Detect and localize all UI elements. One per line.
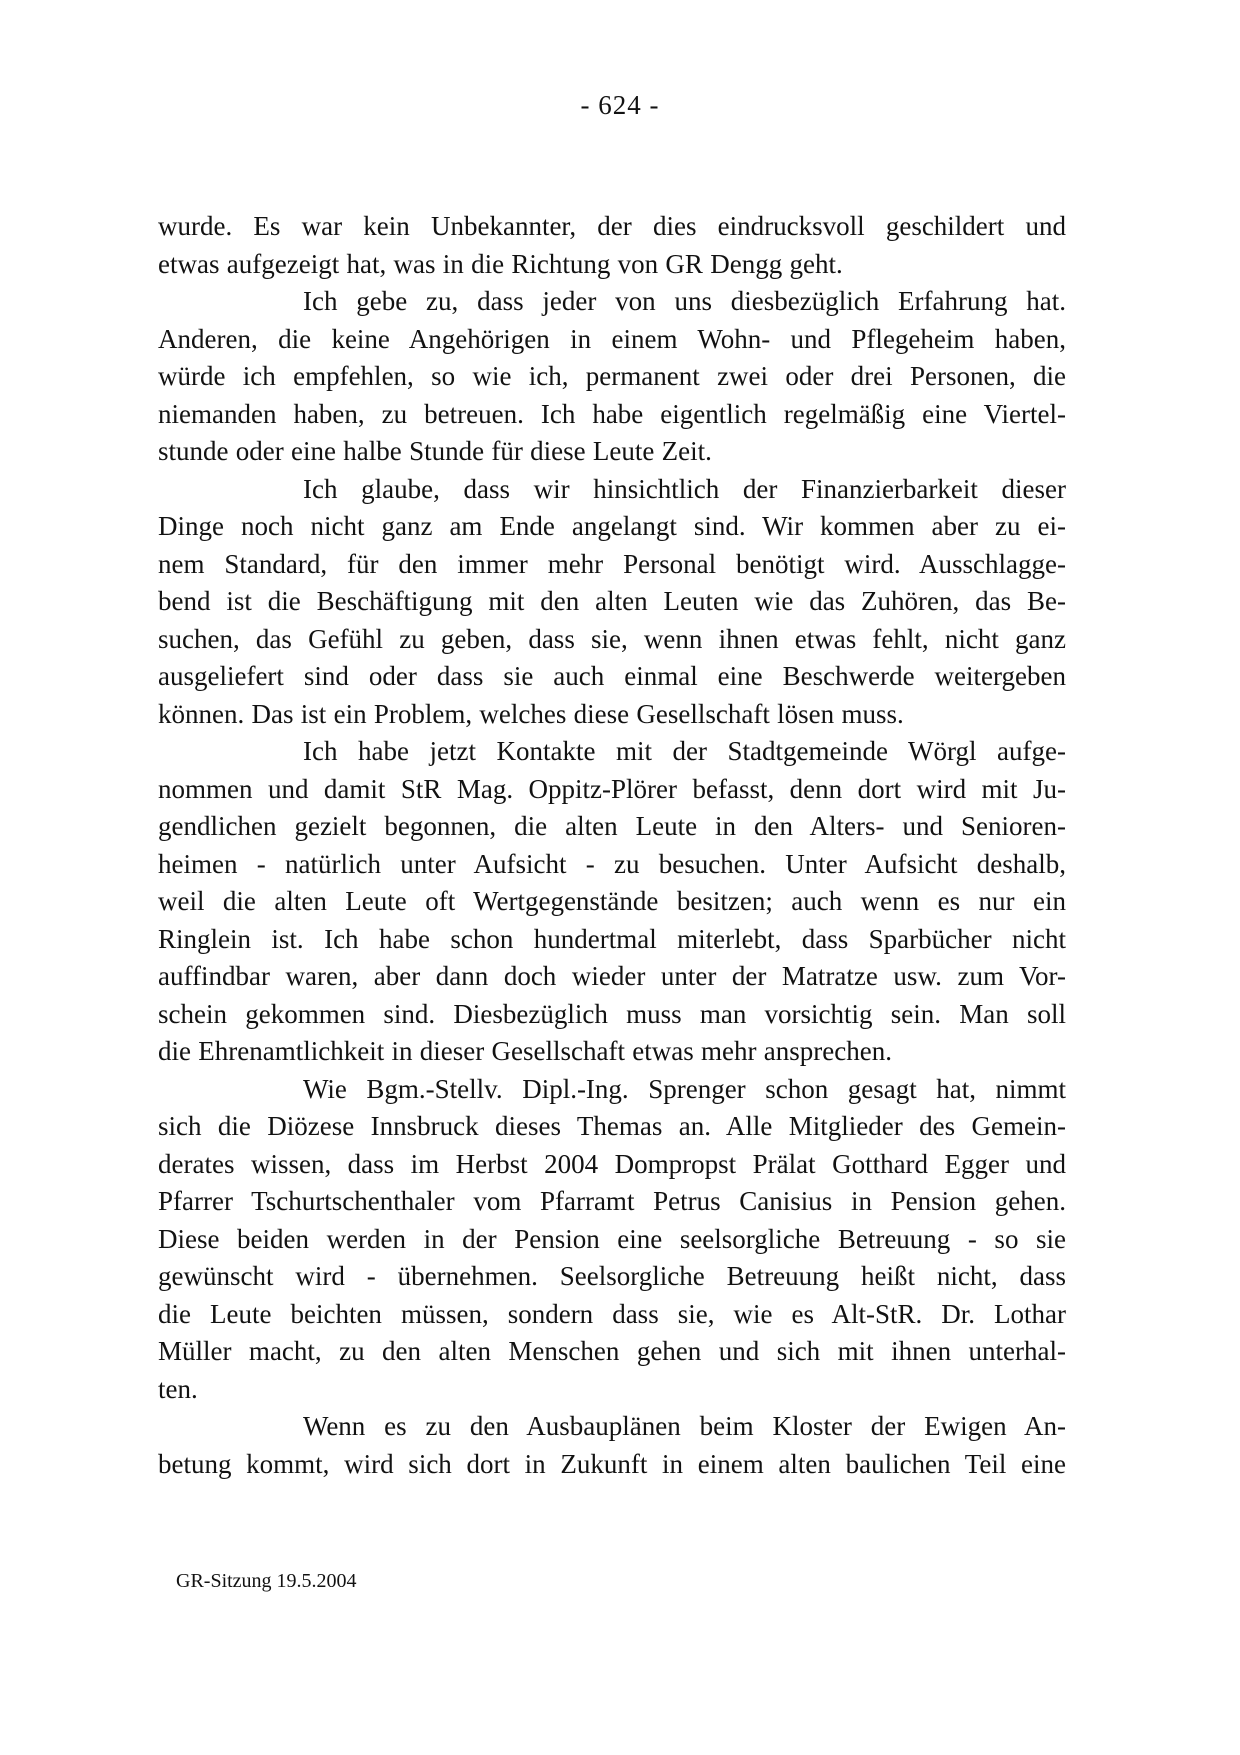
text-line: niemanden haben, zu betreuen. Ich habe eigentlich regelmäßig eine Viertel- [158,398,1066,429]
text-line: Pfarrer Tschurtschenthaler vom Pfarramt Petrus Canisius in Pension gehen. [158,1186,1066,1216]
text-line: wurde. Es war kein Unbekannter, der dies eindrucksvoll geschildert und [158,211,1066,241]
text-line: Ich habe jetzt Kontakte mit der Stadtgemeinde Wörgl aufge- [303,736,1066,766]
text-line: auffindbar waren, aber dann doch wieder unter der Matratze usw. zum Vor- [158,961,1066,991]
text-line: Müller macht, zu den alten Menschen gehen und sich mit ihnen unterhal- [158,1336,1066,1366]
text-line: Dinge noch nicht ganz am Ende angelangt sind. Wir kommen aber zu ei- [158,511,1066,541]
text-line: weil die alten Leute oft Wertgegenstände besitzen; auch wenn es nur ein [158,886,1066,916]
text-line: die Ehrenamtlichkeit in dieser Gesellschaft etwas mehr ansprechen. [158,1036,892,1066]
text-line: gendlichen gezielt begonnen, die alten Leute in den Alters- und Senioren- [158,811,1066,841]
text-line: derates wissen, dass im Herbst 2004 Dompropst Prälat Gotthard Egger und [158,1148,1066,1179]
text-line: Anderen, die keine Angehörigen in einem Wohn- und Pflegeheim haben, [158,323,1066,354]
text-line: sich die Diözese Innsbruck dieses Themas an. Alle Mitglieder des Gemein- [158,1111,1066,1141]
paragraph [158,283,1066,471]
text-line: Ringlein ist. Ich habe schon hundertmal miterlebt, dass Sparbücher nicht [158,923,1066,954]
text-line: können. Das ist ein Problem, welches diese Gesellschaft lösen muss. [158,698,904,729]
text-line: Wie Bgm.-Stellv. Dipl.-Ing. Sprenger schon gesagt hat, nimmt [303,1073,1066,1104]
text-line: bend ist die Beschäftigung mit den alten Leuten wie das Zuhören, das Be- [158,586,1066,616]
paragraph [158,1408,1066,1483]
text-line: nommen und damit StR Mag. Oppitz-Plörer befasst, denn dort wird mit Ju- [158,773,1066,804]
paragraph [158,733,1066,1071]
paragraph [158,208,1066,283]
text-line: etwas aufgezeigt hat, was in die Richtung von GR Dengg geht. [158,248,843,279]
page-number: - 624 - [580,90,660,120]
text-line: schein gekommen sind. Diesbezüglich muss man vorsichtig sein. Man soll [158,998,1066,1029]
text-line: nem Standard, für den immer mehr Personal benötigt wird. Ausschlagge- [158,548,1066,579]
text-line: die Leute beichten müssen, sondern dass sie, wie es Alt-StR. Dr. Lothar [158,1298,1066,1329]
footer-session-label: GR-Sitzung 19.5.2004 [176,1570,357,1592]
paragraph [158,1071,1066,1409]
text-line: Diese beiden werden in der Pension eine seelsorgliche Betreuung - so sie [158,1223,1066,1254]
text-line: betung kommt, wird sich dort in Zukunft in einem alten baulichen Teil eine [158,1448,1066,1479]
text-line: Wenn es zu den Ausbauplänen beim Kloster der Ewigen An- [303,1411,1066,1441]
text-line: Ich glaube, dass wir hinsichtlich der Finanzierbarkeit dieser [303,473,1066,504]
paragraph [158,471,1066,734]
text-line: würde ich empfehlen, so wie ich, permanent zwei oder drei Personen, die [158,361,1066,391]
text-line: ausgeliefert sind oder dass sie auch einmal eine Beschwerde weitergeben [158,661,1066,691]
text-line: stunde oder eine halbe Stunde für diese Leute Zeit. [158,436,712,466]
text-line: Ich gebe zu, dass jeder von uns diesbezüglich Erfahrung hat. [303,286,1066,316]
text-line: suchen, das Gefühl zu geben, dass sie, wenn ihnen etwas fehlt, nicht ganz [158,623,1066,654]
body-text [158,208,1066,1483]
text-line: heimen - natürlich unter Aufsicht - zu besuchen. Unter Aufsicht deshalb, [158,848,1066,879]
text-line: gewünscht wird - übernehmen. Seelsorgliche Betreuung heißt nicht, dass [158,1261,1066,1291]
text-line: ten. [158,1373,198,1404]
